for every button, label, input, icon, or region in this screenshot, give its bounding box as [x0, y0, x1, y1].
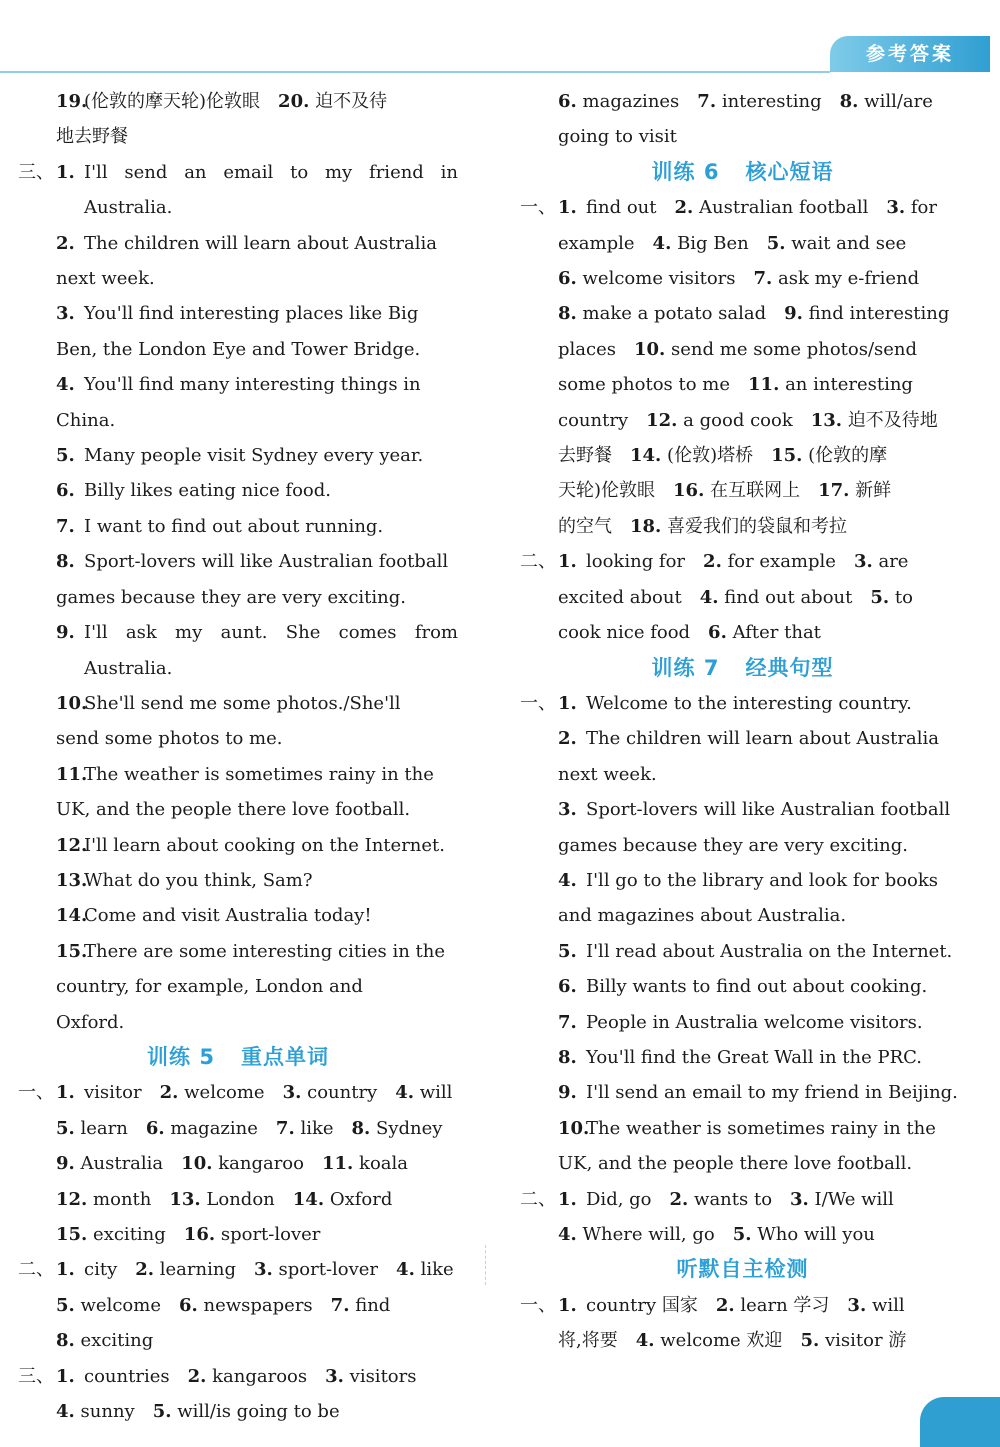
answer-text: next week. [56, 268, 155, 290]
answer-line [18, 757, 458, 792]
answer-text: You'll find interesting places like Big [84, 303, 419, 325]
item-number: 7. [558, 1011, 577, 1033]
item-number: 8. [56, 551, 75, 573]
item-number: 5. [558, 940, 577, 962]
left-column [18, 84, 458, 1429]
answer-text: You'll find the Great Wall in the PRC. [586, 1046, 922, 1068]
answer-text: You'll find many interesting things in [84, 374, 421, 396]
part-marker: 一、 [520, 1294, 556, 1316]
item-number: 3. [558, 799, 577, 821]
item-number: 1. [56, 161, 75, 183]
answer-line [18, 615, 458, 686]
part-marker: 三、 [18, 1365, 54, 1387]
answer-line [520, 296, 965, 331]
answer-line [520, 438, 965, 473]
answer-line [18, 1075, 458, 1110]
answer-text: I'll send an email to my friend in Beijing. [586, 1082, 958, 1104]
answer-text: games because they are very exciting. [56, 586, 406, 608]
item-number: 12. [56, 834, 88, 856]
answer-text: 天轮)伦敦眼 16. 在互联网上 17. 新鲜 [558, 480, 892, 502]
answer-line [18, 1288, 458, 1323]
answer-key-tab: 参考答案 [830, 36, 990, 72]
answer-text: Welcome to the interesting country. [586, 692, 912, 714]
answer-text: What do you think, Sam? [84, 869, 313, 891]
part-marker: 二、 [520, 1188, 556, 1210]
answer-text: some photos to me 11. an interesting [558, 374, 913, 396]
answer-line [18, 580, 458, 615]
section-heading [520, 1252, 965, 1287]
section-heading [520, 155, 965, 190]
answer-text: The children will learn about Australia [84, 232, 437, 254]
answer-line [18, 1359, 458, 1394]
answer-line [18, 1111, 458, 1146]
answer-line [520, 1323, 965, 1358]
answer-text: UK, and the people there love football. [56, 799, 411, 821]
item-number: 13. [56, 869, 88, 891]
answer-line [520, 367, 965, 402]
item-number: 2. [558, 728, 577, 750]
answer-line [520, 332, 965, 367]
answer-line [520, 1288, 965, 1323]
section-heading [520, 651, 965, 686]
item-number: 15. [56, 940, 88, 962]
answer-text: example 4. Big Ben 5. wait and see [558, 232, 907, 254]
item-number: 7. [56, 515, 75, 537]
answer-line [520, 403, 965, 438]
answer-line [520, 934, 965, 969]
answer-line [520, 190, 965, 225]
answer-line [18, 828, 458, 863]
answer-line [520, 509, 965, 544]
answer-line [520, 1040, 965, 1075]
answer-text: The weather is sometimes rainy in the [586, 1117, 936, 1139]
answer-text: 12. month 13. London 14. Oxford [56, 1188, 393, 1210]
item-number: 10. [56, 692, 88, 714]
item-number: 1. [558, 692, 577, 714]
item-number: 10. [558, 1117, 590, 1139]
answer-line [520, 226, 965, 261]
answer-text: find out 2. Australian football 3. for [586, 197, 937, 219]
answer-text: Come and visit Australia today! [84, 905, 372, 927]
answer-text: I'll learn about cooking on the Internet. [84, 834, 445, 856]
section-heading-number: 训练 5 [147, 1044, 215, 1069]
item-number: 2. [56, 232, 75, 254]
answer-text: country 12. a good cook 13. 迫不及待地 [558, 409, 938, 431]
answer-text: I'll ask my aunt. She comes from Australia. [84, 622, 458, 679]
answer-text: Many people visit Sydney every year. [84, 445, 424, 467]
answer-text: People in Australia welcome visitors. [586, 1011, 923, 1033]
answer-text: countries 2. kangaroos 3. visitors [84, 1365, 417, 1387]
answer-line [520, 261, 965, 296]
answer-text: Billy wants to find out about cooking. [586, 976, 928, 998]
answer-line [18, 686, 458, 721]
section-heading [18, 1040, 458, 1075]
answer-line [18, 969, 458, 1004]
answer-text: Billy likes eating nice food. [84, 480, 332, 502]
answer-text: 的空气 18. 喜爱我们的袋鼠和考拉 [558, 515, 848, 537]
item-number: 6. [56, 480, 75, 502]
answer-text: Ben, the London Eye and Tower Bridge. [56, 338, 421, 360]
section-heading-number: 训练 7 [651, 655, 720, 680]
answer-text: city 2. learning 3. sport-lover 4. like [84, 1259, 454, 1281]
answer-line [520, 1075, 965, 1110]
answer-text: I'll go to the library and look for books [586, 869, 939, 891]
answer-text: excited about 4. find out about 5. to [558, 586, 913, 608]
answer-text: 5. welcome 6. newspapers 7. find [56, 1294, 391, 1316]
header-divider [0, 71, 830, 73]
answer-text: visitor 2. welcome 3. country 4. will [84, 1082, 453, 1104]
answer-line [18, 1323, 458, 1358]
answer-text: 9. Australia 10. kangaroo 11. koala [56, 1153, 409, 1175]
answer-line [18, 898, 458, 933]
answer-line [520, 473, 965, 508]
item-number: 1. [558, 1188, 577, 1210]
answer-text: Did, go 2. wants to 3. I/We will [586, 1188, 894, 1210]
part-marker: 一、 [520, 197, 556, 219]
section-heading-title: 核心短语 [745, 159, 834, 184]
answer-line [18, 1252, 458, 1287]
answer-text: looking for 2. for example 3. are [586, 551, 909, 573]
item-number: 19. [56, 91, 88, 112]
section-heading-title: 重点单词 [240, 1044, 329, 1069]
part-marker: 一、 [520, 692, 556, 714]
answer-line [18, 1217, 458, 1252]
item-number: 4. [558, 869, 577, 891]
item-number: 9. [56, 622, 75, 644]
answer-text: 6. welcome visitors 7. ask my e-friend [558, 268, 920, 290]
answer-line [520, 1146, 965, 1181]
answer-line [18, 403, 458, 438]
answer-text: and magazines about Australia. [558, 905, 847, 927]
answer-line [520, 1005, 965, 1040]
answer-line [18, 261, 458, 296]
answer-text: (伦敦的摩天轮)伦敦眼 20. 迫不及待 [84, 91, 388, 112]
part-marker: 二、 [520, 551, 556, 573]
answer-line [18, 1182, 458, 1217]
answer-line [18, 155, 458, 226]
answer-line [18, 792, 458, 827]
item-number: 8. [558, 1046, 577, 1068]
item-number: 1. [558, 197, 577, 219]
item-number: 1. [558, 1294, 577, 1316]
answer-text: 6. magazines 7. interesting 8. will/are [558, 91, 933, 112]
answer-line [520, 863, 965, 898]
answer-line [18, 332, 458, 367]
answer-text: 4. sunny 5. will/is going to be [56, 1401, 340, 1423]
answer-text: The weather is sometimes rainy in the [84, 763, 434, 785]
answer-text: 15. exciting 16. sport-lover [56, 1224, 321, 1245]
answer-line [520, 686, 965, 721]
answer-line [520, 898, 965, 933]
answer-text: 8. exciting [56, 1330, 154, 1352]
item-number: 1. [56, 1082, 75, 1104]
answer-text: 地去野餐 [56, 126, 128, 148]
answer-line [520, 757, 965, 792]
part-marker: 三、 [18, 161, 54, 183]
answer-text: There are some interesting cities in the [84, 940, 446, 962]
answer-text: 将,将要 4. welcome 欢迎 5. visitor 游 [558, 1330, 907, 1352]
answer-line [520, 792, 965, 827]
right-column [520, 84, 965, 1359]
answer-line [18, 84, 458, 119]
page-gutter-mark [485, 1245, 486, 1285]
answer-text: 5. learn 6. magazine 7. like 8. Sydney [56, 1117, 443, 1139]
page-corner-tab [920, 1397, 1000, 1447]
answer-line [520, 544, 965, 579]
item-number: 5. [56, 445, 75, 467]
part-marker: 二、 [18, 1259, 54, 1281]
answer-line [18, 1146, 458, 1181]
answer-text: The children will learn about Australia [586, 728, 939, 750]
answer-text: going to visit [558, 126, 677, 148]
item-number: 9. [558, 1082, 577, 1104]
answer-line [520, 580, 965, 615]
answer-line [18, 1394, 458, 1429]
answer-line [520, 84, 965, 119]
section-heading-number: 训练 6 [651, 159, 720, 184]
item-number: 14. [56, 905, 88, 927]
answer-text: Oxford. [56, 1011, 125, 1033]
section-heading-title: 经典句型 [745, 655, 834, 680]
answer-text: I'll send an email to my friend in Australia. [84, 161, 458, 219]
answer-line [520, 969, 965, 1004]
answer-text: games because they are very exciting. [558, 834, 908, 856]
item-number: 1. [56, 1365, 75, 1387]
answer-text: 4. Where will, go 5. Who will you [558, 1224, 875, 1245]
answer-line [18, 296, 458, 331]
answer-line [18, 1005, 458, 1040]
answer-text: send some photos to me. [56, 728, 283, 750]
answer-line [520, 1182, 965, 1217]
answer-text: places 10. send me some photos/send [558, 338, 918, 360]
answer-line [520, 1217, 965, 1252]
item-number: 3. [56, 303, 75, 325]
answer-line [18, 226, 458, 261]
answer-line [520, 615, 965, 650]
item-number: 11. [56, 763, 88, 785]
answer-text: She'll send me some photos./She'll [84, 692, 401, 714]
answer-text: 去野餐 14. (伦敦)塔桥 15. (伦敦的摩 [558, 445, 888, 467]
item-number: 1. [558, 551, 577, 573]
answer-line [18, 863, 458, 898]
item-number: 1. [56, 1259, 75, 1281]
answer-text: cook nice food 6. After that [558, 622, 821, 644]
answer-text: country, for example, London and [56, 976, 363, 998]
answer-text: Sport-lovers will like Australian football [586, 799, 951, 821]
answer-text: country 国家 2. learn 学习 3. will [586, 1294, 905, 1316]
answer-line [18, 721, 458, 756]
answer-text: China. [56, 409, 116, 431]
answer-line [18, 509, 458, 544]
answer-text: Sport-lovers will like Australian football [84, 551, 449, 573]
section-heading-number: 听默自主检测 [676, 1257, 809, 1282]
answer-line [18, 473, 458, 508]
item-number: 4. [56, 374, 75, 396]
answer-line [18, 934, 458, 969]
answer-text: I want to find out about running. [84, 515, 384, 537]
answer-text: 8. make a potato salad 9. find interesting [558, 303, 950, 325]
answer-line [18, 367, 458, 402]
answer-line [520, 1111, 965, 1146]
answer-text: UK, and the people there love football. [558, 1153, 913, 1175]
answer-line [520, 119, 965, 154]
answer-line [18, 438, 458, 473]
answer-text: I'll read about Australia on the Internet. [586, 940, 953, 962]
item-number: 6. [558, 976, 577, 998]
part-marker: 一、 [18, 1082, 54, 1104]
answer-line [520, 828, 965, 863]
answer-text: next week. [558, 763, 657, 785]
answer-line [520, 721, 965, 756]
answer-line [18, 119, 458, 154]
answer-line [18, 544, 458, 579]
